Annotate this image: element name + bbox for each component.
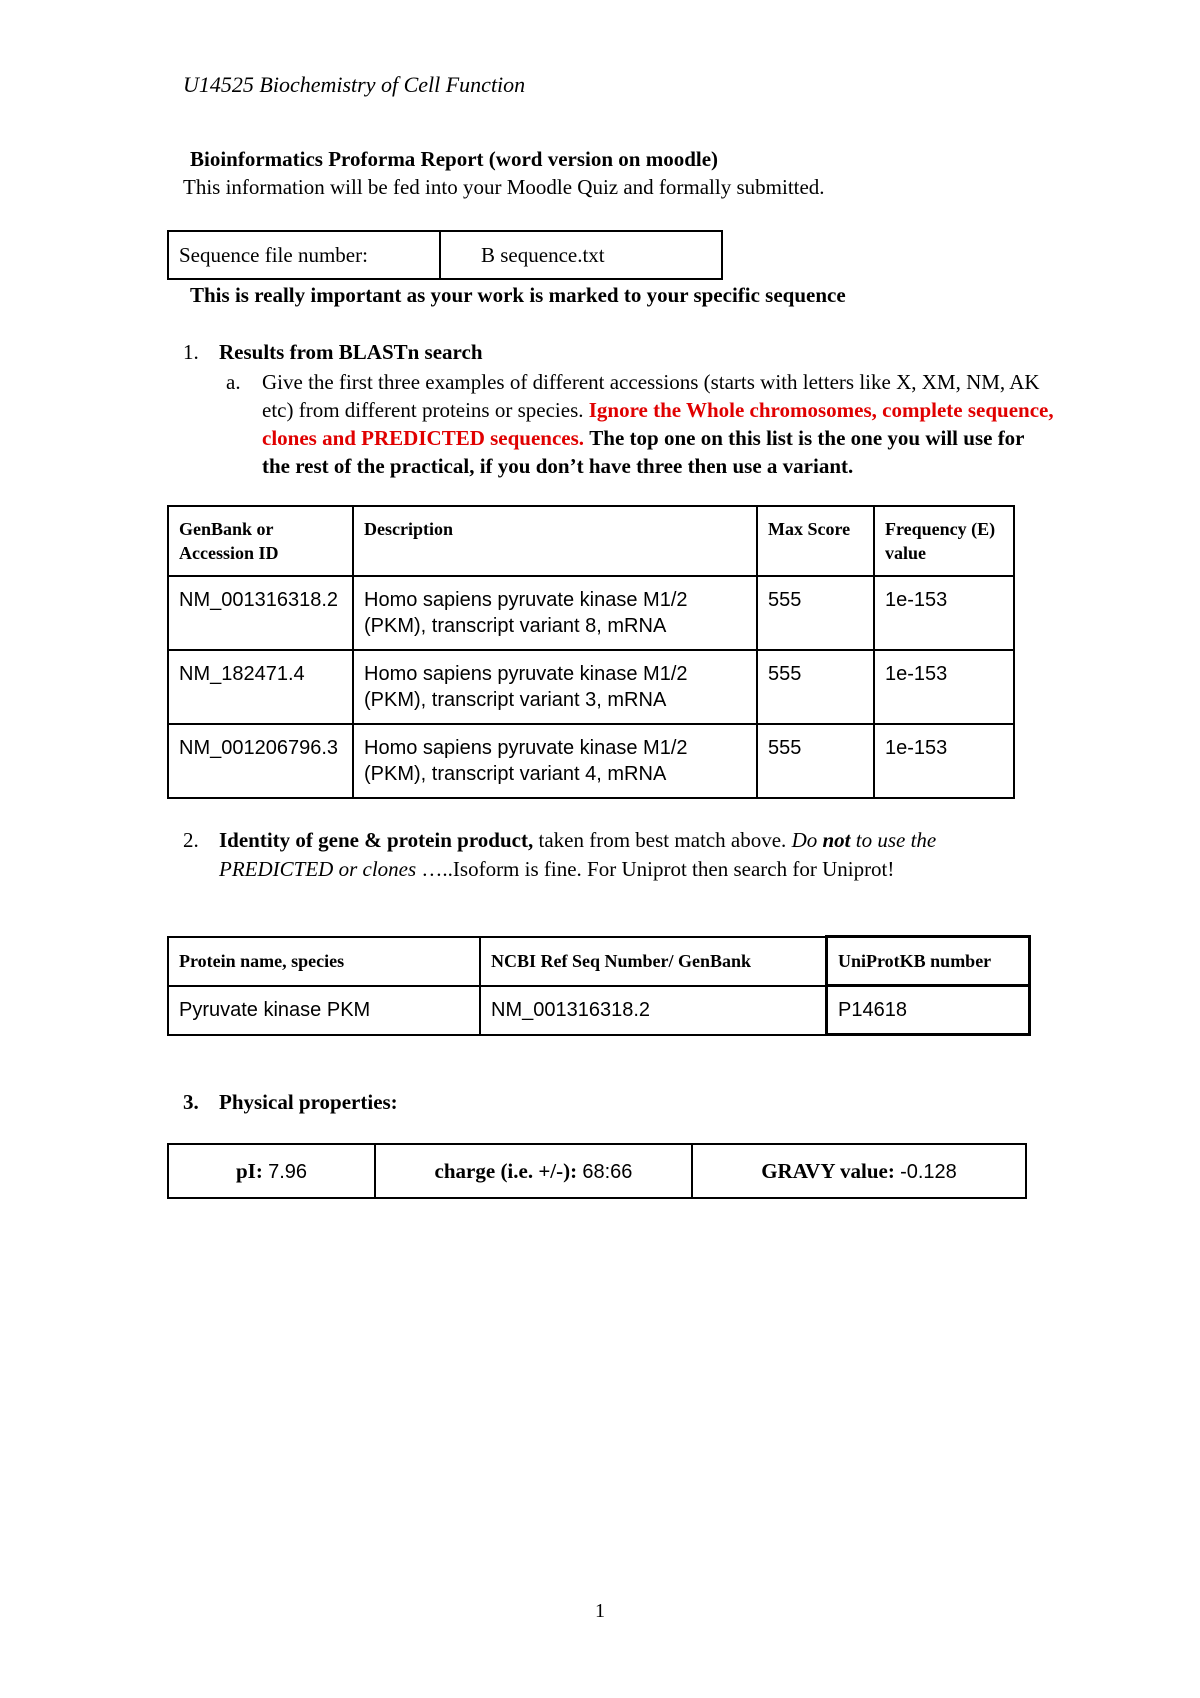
section-1-heading xyxy=(183,340,483,365)
refseq-cell: NM_001316318.2 xyxy=(480,986,827,1035)
section-2-italic-2: to use the PREDICTED or clones xyxy=(219,828,937,881)
protein-header-refseq: NCBI Ref Seq Number/ GenBank xyxy=(480,937,827,986)
section-2 xyxy=(183,826,1053,884)
section-1a xyxy=(226,368,1056,480)
section-2-italic-bold: not xyxy=(822,828,851,852)
blast-header-evalue: Frequency (E) value xyxy=(874,506,1014,576)
accession-cell: NM_001206796.3 xyxy=(168,724,353,798)
section-1a-letter: a. xyxy=(226,370,241,394)
section-2-title: Identity of gene & protein product, xyxy=(219,828,534,852)
uniprot-cell: P14618 xyxy=(827,986,1030,1035)
sequence-table xyxy=(167,230,723,280)
accession-cell: NM_001316318.2 xyxy=(168,576,353,650)
protein-name-cell: Pyruvate kinase PKM xyxy=(168,986,480,1035)
table-row xyxy=(168,650,1014,724)
evalue-cell: 1e-153 xyxy=(874,576,1014,650)
section-1-title: Results from BLASTn search xyxy=(219,340,483,364)
charge-value: 68:66 xyxy=(582,1160,633,1183)
section-3-heading xyxy=(183,1090,398,1115)
pi-value: 7.96 xyxy=(268,1160,308,1183)
table-row xyxy=(168,576,1014,650)
physical-properties-table xyxy=(167,1143,1027,1199)
section-1a-text: Give the first three examples of different accessions (starts with letters like X, XM, NM, AK etc) from different proteins or species. xyxy=(262,370,1040,422)
evalue-cell: 1e-153 xyxy=(874,650,1014,724)
important-note: This is really important as your work is marked to your specific sequence xyxy=(190,283,846,307)
section-2-italic-1: Do xyxy=(791,828,823,852)
sequence-label: Sequence file number: xyxy=(168,231,440,279)
gravy-label: GRAVY value: xyxy=(761,1158,895,1183)
pi-cell xyxy=(168,1144,375,1198)
charge-label: charge (i.e. +/-): xyxy=(434,1158,578,1183)
table-row xyxy=(168,724,1014,798)
description-cell: Homo sapiens pyruvate kinase M1/2 (PKM), transcript variant 4, mRNA xyxy=(353,724,757,798)
gravy-value: -0.128 xyxy=(900,1160,957,1183)
description-cell: Homo sapiens pyruvate kinase M1/2 (PKM), transcript variant 8, mRNA xyxy=(353,576,757,650)
report-title: Bioinformatics Proforma Report (word version on moodle) xyxy=(190,147,719,171)
protein-table xyxy=(167,935,1031,1036)
section-1a-note: The top one on this list is the one you will use for the rest of the practical, if you don’t have three then use a variant. xyxy=(262,426,1025,478)
accession-cell: NM_182471.4 xyxy=(168,650,353,724)
pi-label: pI: xyxy=(235,1158,263,1183)
protein-header-name: Protein name, species xyxy=(168,937,480,986)
section-2-number: 2. xyxy=(183,828,199,852)
sequence-value: B sequence.txt xyxy=(440,231,722,279)
table-row xyxy=(168,986,1030,1035)
max-score-cell: 555 xyxy=(757,650,874,724)
section-2-text-1: taken from best match above. xyxy=(533,828,792,852)
section-3-title: Physical properties: xyxy=(219,1090,398,1114)
page-number: 1 xyxy=(595,1600,605,1622)
evalue-cell: 1e-153 xyxy=(874,724,1014,798)
gravy-cell xyxy=(692,1144,1026,1198)
max-score-cell: 555 xyxy=(757,724,874,798)
blast-header-accession: GenBank or Accession ID xyxy=(168,506,353,576)
document-header: U14525 Biochemistry of Cell Function xyxy=(183,72,526,97)
section-1-number: 1. xyxy=(183,340,199,364)
blast-header-max-score: Max Score xyxy=(757,506,874,576)
charge-cell xyxy=(375,1144,692,1198)
blast-results-table xyxy=(167,505,1015,799)
max-score-cell: 555 xyxy=(757,576,874,650)
protein-header-uniprot: UniProtKB number xyxy=(827,937,1030,986)
section-1a-warning: Ignore the Whole chromosomes, complete sequence, clones and PREDICTED sequences. xyxy=(262,398,1054,450)
report-subtitle: This information will be fed into your Moodle Quiz and formally submitted. xyxy=(183,175,825,199)
section-3-number: 3. xyxy=(183,1090,199,1114)
section-2-text-2: …..Isoform is fine. For Uniprot then search for Uniprot! xyxy=(416,857,895,881)
blast-header-description: Description xyxy=(353,506,757,576)
description-cell: Homo sapiens pyruvate kinase M1/2 (PKM), transcript variant 3, mRNA xyxy=(353,650,757,724)
